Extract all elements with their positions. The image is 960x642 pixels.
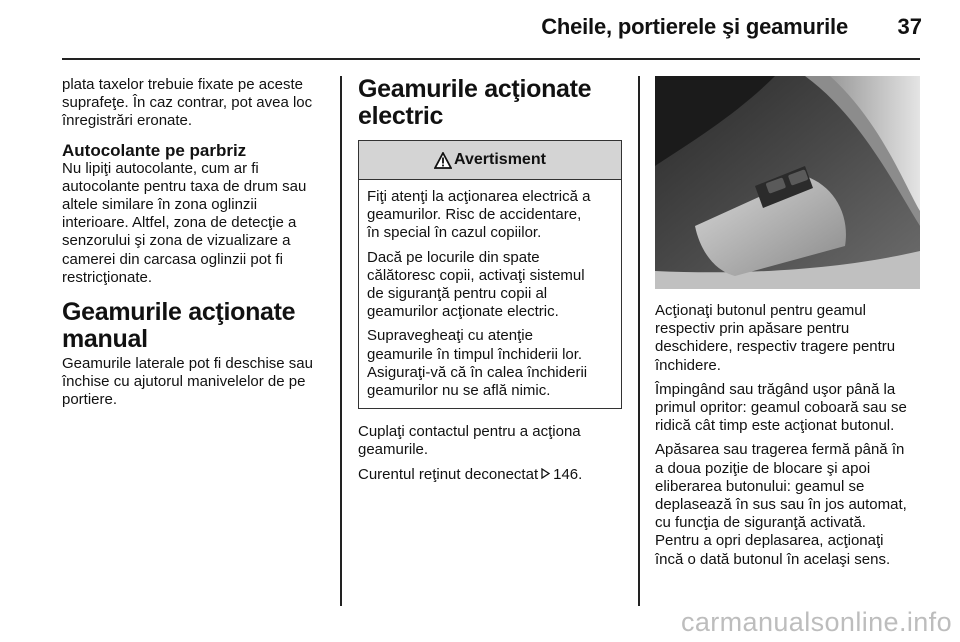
- column-right: [655, 302, 925, 575]
- intro-paragraph: plata taxelor trebuie fixate pe aceste suprafeţe. În caz contrar, pot avea loc înregistrări eronate.: [62, 76, 313, 130]
- warning-paragraph: Supravegheaţi cu atenţie geamurile în timpul închiderii lor. Asiguraţi-vă că în calea închiderii geamurilor nu se află nimic.: [367, 327, 588, 400]
- column-divider-right: [638, 76, 640, 606]
- ignition-paragraph: Cuplaţi contactul pentru a acţiona geamurile.: [358, 423, 581, 459]
- page-reference-link[interactable]: 146.: [553, 465, 583, 483]
- manual-windows-paragraph: Geamurile laterale pot fi deschise sau închise cu ajutorul manivelelor de pe portiere.: [62, 355, 313, 409]
- warning-paragraph: Fiţi atenţi la acţionarea electrică a geamurilor. Risc de accidentare, în special în cazul copiilor.: [367, 188, 591, 242]
- windscreen-stickers-heading: Autocolante pe parbriz: [62, 140, 247, 160]
- page-reference-icon: [541, 468, 550, 479]
- header-divider: [62, 58, 920, 60]
- warning-body: [359, 180, 621, 408]
- column-left: [62, 76, 332, 416]
- retained-power-text: Curentul reţinut deconectat: [358, 465, 539, 483]
- column-middle: [358, 76, 624, 490]
- watermark: carmanualsonline.info: [680, 607, 952, 637]
- warning-box: [358, 140, 622, 409]
- manual-windows-heading: Geamurile acţionate manual: [62, 298, 296, 354]
- power-window-switch-photo: [655, 76, 920, 289]
- column-divider-left: [340, 76, 342, 606]
- page-number: 37: [897, 14, 922, 39]
- first-stop-paragraph: Împingând sau trăgând uşor până la primul opritor: geamul coboară sau se ridică cât timp este acţionat butonul.: [655, 380, 907, 435]
- retained-power-paragraph: [358, 466, 624, 484]
- page-header-title: Cheile, portierele şi geamurile: [541, 14, 848, 39]
- warning-triangle-icon: [434, 152, 452, 169]
- automatic-mode-paragraph: Apăsarea sau tragerea fermă până în a doua poziţie de blocare şi apoi eliberarea butonului: geamul se deplasează în sus sau în jos automat, cu funcţia de siguranţă activată. Pentru a opri deplasarea, acţionaţi încă o dată butonul în acelaşi sens.: [655, 441, 907, 568]
- button-operation-paragraph: Acţionaţi butonul pentru geamul respectiv prin apăsare pentru deschidere, respectiv tragere pentru închidere.: [655, 302, 896, 374]
- power-windows-heading: Geamurile acţionate electric: [358, 75, 592, 130]
- warning-title: Avertisment: [454, 150, 546, 168]
- warning-header: [359, 141, 621, 180]
- windscreen-stickers-paragraph: Nu lipiţi autocolante, cum ar fi autocolante pentru taxa de drum sau altele similare în zona oglinzii interioare. Altfel, zona de detecţie a senzorului şi zona de vizualizare a camerei din carcasa oglinzii pot fi restricţionate.: [62, 159, 307, 286]
- warning-paragraph: Dacă pe locurile din spate călătoresc copii, activaţi sistemul de siguranţă pentru copii al geamurilor acţionate electric.: [367, 248, 585, 321]
